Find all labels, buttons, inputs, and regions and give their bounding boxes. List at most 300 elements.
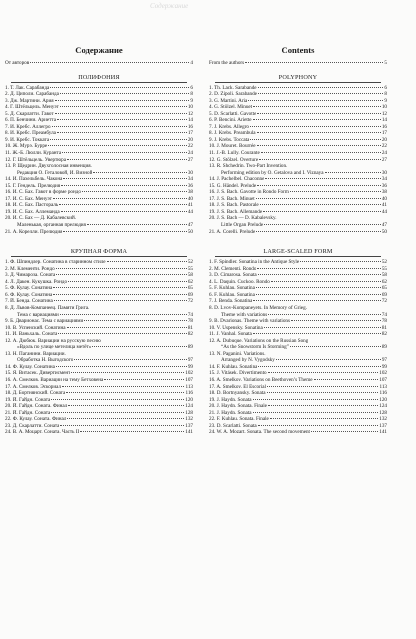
- dot-leader: [57, 119, 187, 120]
- toc-entry-title: Тема с вариациями: [17, 311, 59, 318]
- dot-leader: [253, 399, 379, 400]
- toc-entry-title: 17. А. Смелков. Эскориал: [5, 383, 62, 390]
- dot-leader: [58, 333, 186, 334]
- toc-entry-page: 6: [384, 84, 387, 91]
- dot-leader: [250, 139, 380, 140]
- toc-entry-page: 36: [187, 182, 193, 189]
- dot-leader: [257, 268, 380, 269]
- toc-entry-title: 19. Й. Гайдн. Соната: [5, 396, 51, 403]
- toc-entry-title: 17. И. С. Бах. Менуэт: [5, 195, 52, 202]
- toc-entry-page: 78: [187, 318, 193, 325]
- toc-entry-page: 113: [185, 383, 193, 390]
- dot-leader: [56, 268, 187, 269]
- toc-entry-page: 107: [379, 376, 387, 383]
- toc-entry-title: 1. F. Spindler. Sonatina in the Antique Style: [209, 259, 300, 266]
- dot-leader: [268, 372, 379, 373]
- toc-entry-page: 72: [187, 298, 193, 305]
- dot-leader: [263, 211, 381, 212]
- toc-entry-title: 11. И. Ваньхаль. Соната: [5, 331, 58, 338]
- toc-entry-page: 24: [187, 150, 193, 157]
- dot-leader: [59, 204, 187, 205]
- toc-entry-title: 16. J. S. Bach. Gavotte in Rondo Form: [209, 189, 289, 196]
- toc-entry-title: 8. И. Кребс. Преамбула: [5, 130, 56, 137]
- toc-entry-page: 116: [379, 390, 387, 397]
- toc-entry-page: 52: [381, 259, 387, 266]
- toc-entry-title: 1. Т. Лак. Сарабанда: [5, 84, 50, 91]
- dot-leader: [258, 366, 380, 367]
- dot-leader: [259, 159, 381, 160]
- dot-leader: [314, 379, 379, 380]
- dot-leader: [264, 327, 381, 328]
- toc-entry-title: 21. A. Corelli. Prelude: [209, 228, 256, 235]
- toc-entry-page: 65: [187, 285, 193, 292]
- toc-entry-page: 124: [185, 403, 193, 410]
- dot-leader: [258, 274, 381, 275]
- toc-entry-page: 16: [381, 123, 387, 130]
- toc-entry-title: 20. J. S. Bach — D. Kabalevsky.: [209, 215, 277, 222]
- dot-leader: [107, 261, 187, 262]
- toc-entry-title: 10. Ж. Мурэ. Бурре: [5, 143, 48, 150]
- toc-entry-page: 41: [381, 202, 387, 209]
- toc-entry-page: 12: [187, 110, 193, 117]
- russian-contents-column: [5, 44, 193, 436]
- toc-entry-title: 17. J. S. Bach. Minuet: [209, 195, 255, 202]
- dot-leader: [71, 372, 184, 373]
- toc-entry-title: Маленькая, органная прелюдия: [17, 222, 86, 229]
- toc-list: [5, 85, 193, 236]
- toc-entry-page: 55: [381, 265, 387, 272]
- toc-entry-title: 18. Д. Бортнянский. Соната: [5, 390, 66, 397]
- toc-entry-title: 2. M. Clementi. Rondo: [209, 265, 257, 272]
- dot-leader: [51, 412, 184, 413]
- toc-entry-page: 120: [185, 396, 193, 403]
- toc-entry-page: 24: [381, 150, 387, 157]
- toc-entry-title: 3. D. Cimarosa. Sonata: [209, 272, 257, 279]
- dot-leader: [61, 185, 187, 186]
- dot-leader: [260, 204, 381, 205]
- toc-entry-page: 132: [185, 416, 193, 423]
- dot-leader: [104, 379, 184, 380]
- toc-entry-page: 99: [187, 363, 193, 370]
- dot-leader: [84, 320, 187, 321]
- dot-leader: [245, 62, 383, 63]
- toc-entry-page: 50: [187, 228, 193, 235]
- toc-entry-page: 141: [185, 429, 193, 436]
- toc-entry-title: 7. J. Krebs. Allegro: [209, 123, 249, 130]
- toc-entry-title: 5. F. Kuhlau. Sonatina: [209, 285, 255, 292]
- toc-entry-page: 22: [381, 143, 387, 150]
- toc-entry-title: «Вдоль по улице метелица метёт»: [17, 344, 92, 351]
- toc-entry-title: 18. J. S. Bach. Pastorale: [209, 202, 259, 209]
- dot-leader: [53, 198, 187, 199]
- toc-entry-title: От авторов: [5, 60, 30, 66]
- toc-entry-title: 16. И. С. Бах. Гавот в форме рондо: [5, 189, 81, 196]
- toc-entry-title: 7. Й. Бенда. Сонатина: [5, 298, 53, 305]
- toc-entry-page: 102: [379, 370, 387, 377]
- toc-entry-page: 9: [190, 97, 193, 104]
- dot-leader: [56, 274, 187, 275]
- toc-entry-page: 55: [187, 265, 193, 272]
- toc-entry-title: 12. G. Stölzel. Overture: [209, 156, 259, 163]
- toc-entry-title: Обработка Н. Выгодского: [17, 357, 74, 364]
- toc-entry-title: 6. П. Бенчини. Ариетта: [5, 117, 56, 124]
- toc-entry-title: 10. V. Uspensky. Sonatina: [209, 324, 263, 331]
- toc-entry-page: 8: [384, 91, 387, 98]
- dot-leader: [60, 314, 187, 315]
- toc-entry-title: 8. J. Krebs. Preambula: [209, 130, 256, 137]
- toc-entry-title: 18. D. Bortnyansky. Sonata: [209, 390, 266, 397]
- toc-entry-page: 107: [185, 376, 193, 383]
- dot-leader: [53, 287, 187, 288]
- toc-entry-title: 6. Ф. Кулау. Сонатина: [5, 291, 53, 298]
- dot-leader: [67, 159, 187, 160]
- toc-entry-title: Редакция О. Геталовой, И. Визной: [17, 169, 93, 176]
- toc-entry-title: Performing edition by O. Getalova and I. Viznaya: [221, 169, 324, 176]
- toc-entry-page: 137: [185, 422, 193, 429]
- toc-list: [209, 85, 387, 236]
- toc-entry-title: 5. D. Scarlatti. Gavotte: [209, 110, 257, 117]
- toc-entry[interactable]: [5, 429, 193, 436]
- toc-entry-title: 11. Ж.-Б. Люлли. Куранта: [5, 150, 62, 157]
- toc-entry-title: 21. J. Haydn. Sonata: [209, 409, 252, 416]
- section-heading: POLYPHONY: [215, 73, 381, 83]
- toc-entry-page: 113: [379, 383, 387, 390]
- dot-leader: [256, 287, 381, 288]
- toc-entry-title: 7. И. Кребс. Аллегро: [5, 123, 51, 130]
- dot-leader: [268, 405, 378, 406]
- toc-entry-title: 6. F. Kuhlau. Sonatina: [209, 291, 255, 298]
- toc-entry-title: 14. И. Пахельбель. Чакона: [5, 176, 63, 183]
- toc-entry-page: 124: [379, 403, 387, 410]
- toc-entry-title: 2. Д. Циполи. Сарабанда: [5, 91, 59, 98]
- dot-leader: [93, 172, 187, 173]
- dot-leader: [50, 87, 189, 88]
- toc-entry-page: 72: [381, 298, 387, 305]
- dot-leader: [67, 327, 187, 328]
- toc-entry-page: 89: [187, 344, 193, 351]
- dot-leader: [257, 185, 381, 186]
- toc-entry-title: 3. G. Martini. Aria: [209, 97, 248, 104]
- toc-entry-title: 18. И. С. Бах. Пастораль: [5, 202, 59, 209]
- toc-entry-page: 44: [381, 208, 387, 215]
- toc-entry-page: 120: [379, 396, 387, 403]
- toc-entry-title: 10. В. Успенский. Сонатина: [5, 324, 66, 331]
- toc-entry-title: 8. Д. Львов-Компанеец. Памяти Грига.: [5, 304, 90, 311]
- toc-entry-title: 13. N. Paganini. Variations.: [209, 350, 266, 357]
- toc-entry-page: 14: [381, 117, 387, 124]
- toc-entry-title: 3. Д. Чимароза. Соната: [5, 272, 56, 279]
- toc-entry-page: 22: [187, 143, 193, 150]
- toc-entry-title: 24. W. A. Mozart. Sonata. The second movement: [209, 429, 310, 436]
- toc-entry-title: “As the Snowstorm Is Storming”: [221, 344, 289, 351]
- toc-entry-title: 24. В. А. Моцарт. Соната. Часть II: [5, 429, 80, 436]
- toc-entry-page: 27: [381, 156, 387, 163]
- dot-leader: [63, 231, 186, 232]
- toc-entry-title: 7. J. Benda. Sonatina: [209, 298, 253, 305]
- toc-entry-title: 2. М. Клементи. Рондо: [5, 265, 55, 272]
- dot-leader: [48, 145, 187, 146]
- toc-entry-page: 99: [381, 363, 387, 370]
- toc-entry-title: 12. A. Dubuque. Variations on the Russian Song: [209, 337, 309, 344]
- toc-entry-page: 20: [187, 136, 193, 143]
- toc-entry-page: 137: [379, 422, 387, 429]
- toc-entry-page: 58: [187, 272, 193, 279]
- toc-entry-page: 10: [187, 104, 193, 111]
- dot-leader: [67, 418, 184, 419]
- dot-leader: [55, 100, 190, 101]
- toc-entry-page: 30: [381, 169, 387, 176]
- toc-entry-title: 11. J.-B. Lully. Courante: [209, 150, 260, 157]
- toc-entry-title: 1. Th. Lack. Sarabande: [209, 84, 257, 91]
- toc-entry-page: 58: [381, 272, 387, 279]
- toc-entry-page: 128: [379, 409, 387, 416]
- toc-entry[interactable]: [209, 429, 387, 436]
- dot-leader: [57, 132, 187, 133]
- dot-leader: [256, 231, 381, 232]
- toc-entry-page: 81: [187, 324, 193, 331]
- dot-leader: [66, 392, 184, 393]
- toc-entry-title: 23. Д. Скарлатти. Соната: [5, 422, 60, 429]
- dot-leader: [253, 300, 380, 301]
- dot-leader: [256, 198, 381, 199]
- dot-leader: [268, 314, 381, 315]
- toc-entry-page: 4: [190, 60, 193, 66]
- toc-entry-title: 19. И. С. Бах. Аллеманда: [5, 208, 60, 215]
- toc-entry-title: 8. D. Lvov-Kompaneyets. In Memory of Grieg.: [209, 304, 307, 311]
- dot-leader: [258, 87, 384, 88]
- dot-leader: [61, 211, 187, 212]
- toc-entry-page: 74: [187, 311, 193, 318]
- toc-entry-page: 65: [381, 285, 387, 292]
- toc-entry-title: 1. Ф. Шпиндлер. Сонатина в старинном стиле: [5, 259, 106, 266]
- toc-entry-page: 128: [185, 409, 193, 416]
- dot-leader: [270, 418, 378, 419]
- toc-entry-title: 23. D. Scarlatti. Sonata: [209, 422, 257, 429]
- dot-leader: [325, 172, 381, 173]
- toc-entry-page: 36: [381, 182, 387, 189]
- toc-entry-title: 5. Д. Скарлатти. Гавот: [5, 110, 54, 117]
- toc-entry-page: 97: [381, 357, 387, 364]
- toc-entry-title: 21. Й. Гайдн. Соната: [5, 409, 51, 416]
- toc-entry-page: 82: [381, 331, 387, 338]
- dot-leader: [264, 224, 381, 225]
- toc-entry-page: 17: [381, 130, 387, 137]
- toc-entry-title: 20. И. С. Бах — Д. Кабалевский.: [5, 215, 76, 222]
- toc-entry-title: 19. J. S. Bach. Allemande: [209, 208, 263, 215]
- toc-entry-page: 20: [381, 136, 387, 143]
- toc-entry-title: 9. Б. Дварионас. Тема с вариациями: [5, 318, 84, 325]
- dot-leader: [60, 106, 187, 107]
- dot-leader: [53, 294, 187, 295]
- dot-leader: [54, 300, 187, 301]
- dot-leader: [257, 113, 380, 114]
- toc-entry-title: 14. F. Kuhlau. Sonatina: [209, 363, 258, 370]
- toc-entry-page: 62: [187, 278, 193, 285]
- toc-entry-title: 9. B. Dvarionas. Theme with variations: [209, 318, 290, 325]
- dot-leader: [261, 152, 381, 153]
- toc-entry-page: 81: [381, 324, 387, 331]
- toc-entry-title: 15. J. Vitásek. Divertimento: [209, 370, 267, 377]
- toc-entry-page: 89: [381, 344, 387, 351]
- dot-leader: [253, 106, 381, 107]
- dot-leader: [311, 431, 378, 432]
- dot-leader: [265, 178, 380, 179]
- toc-entry-page: 141: [379, 429, 387, 436]
- toc-entry-page: 30: [187, 169, 193, 176]
- dot-leader: [52, 126, 187, 127]
- toc-entry-page: 82: [187, 331, 193, 338]
- toc-entry-title: 15. Я. Витасек. Дивертисмент: [5, 370, 71, 377]
- dot-leader: [253, 412, 379, 413]
- dot-leader: [82, 191, 187, 192]
- section-heading: КРУПНАЯ ФОРМА: [11, 247, 187, 257]
- toc-list: [5, 259, 193, 436]
- toc-entry-page: 78: [381, 318, 387, 325]
- dot-leader: [258, 425, 379, 426]
- dot-leader: [62, 152, 187, 153]
- dot-leader: [68, 281, 187, 282]
- toc-entry-title: 22. Ф. Кулау. Соната. Финал: [5, 416, 67, 423]
- dot-leader: [267, 392, 379, 393]
- toc-entry-title: 15. G. Händel. Prelude: [209, 182, 257, 189]
- toc-entry-title: 16. A. Smelkov. Variations on Beethoven’s Theme: [209, 376, 313, 383]
- toc-entry-title: 10. J. Mouret. Bourrée: [209, 143, 256, 150]
- dot-leader: [256, 294, 381, 295]
- toc-entry-page: 69: [187, 291, 193, 298]
- english-contents-column: [209, 44, 387, 436]
- dot-leader: [253, 119, 381, 120]
- toc-entry-page: 38: [381, 189, 387, 196]
- dot-leader: [258, 93, 383, 94]
- toc-entry-title: 9. J. Krebs. Toccata: [209, 136, 250, 143]
- dot-leader: [87, 224, 187, 225]
- toc-entry-page: 50: [381, 228, 387, 235]
- toc-entry-title: 11. J. Vanhal. Sonata: [209, 331, 252, 338]
- toc-entry-title: 22. F. Kuhlau. Sonata. Finale: [209, 416, 269, 423]
- toc-entry-page: 132: [379, 416, 387, 423]
- toc-entry-page: 40: [187, 195, 193, 202]
- toc-entry-page: 34: [187, 176, 193, 183]
- toc-entry-page: 14: [187, 117, 193, 124]
- dot-leader: [55, 113, 187, 114]
- dot-leader: [300, 261, 381, 262]
- toc-entry-page: 116: [185, 390, 193, 397]
- dot-leader: [290, 346, 381, 347]
- toc-entry-title: 6. P. Bencini. Ariette: [209, 117, 252, 124]
- toc-entry-title: 4. L. Daquin. Cuckoo. Rondo: [209, 278, 270, 285]
- dot-leader: [63, 178, 186, 179]
- bleed-through-text: Содержание: [150, 2, 189, 10]
- toc-entry-title: 20. Й. Гайдн. Соната. Финал: [5, 403, 68, 410]
- toc-entry-page: 34: [381, 176, 387, 183]
- toc-entry-title: 4. G. Stölzel. Minuet: [209, 104, 253, 111]
- dot-leader: [56, 366, 187, 367]
- toc-entry-title: 19. J. Haydn. Sonata: [209, 396, 252, 403]
- toc-entry-page: 10: [381, 104, 387, 111]
- toc-entry-page: 41: [187, 202, 193, 209]
- toc-entry-title: Little Organ Prelude: [221, 222, 264, 229]
- toc-entry-page: 5: [384, 60, 387, 66]
- toc-entry-page: 47: [381, 222, 387, 229]
- toc-entry-title: 4. Л. Дакен. Кукушка. Рондо: [5, 278, 68, 285]
- dot-leader: [92, 346, 187, 347]
- dot-leader: [276, 359, 381, 360]
- toc-entry-title: 16. А. Смелков. Вариации на тему Бетховена: [5, 376, 104, 383]
- toc-entry-title: 3. Дж. Мартини. Ария: [5, 97, 54, 104]
- toc-entry-title: 12. Г. Штёльцель. Увертюра: [5, 156, 66, 163]
- toc-entry-page: 27: [187, 156, 193, 163]
- dot-leader: [74, 359, 187, 360]
- toc-entry-title: From the authors: [209, 60, 245, 66]
- dot-leader: [68, 405, 184, 406]
- section-heading: LARGE-SCALED FORM: [215, 247, 381, 257]
- dot-leader: [250, 126, 381, 127]
- dot-leader: [30, 62, 189, 63]
- toc-entry-page: 9: [384, 97, 387, 104]
- toc-entry-title: 14. J. Pachelbel. Chaconne: [209, 176, 265, 183]
- toc-entry-page: 8: [190, 91, 193, 98]
- toc-entry-page: 47: [187, 222, 193, 229]
- dot-leader: [253, 333, 381, 334]
- toc-entry-page: 97: [187, 357, 193, 364]
- toc-entry-title: 15. Г. Гендель. Прелюдия: [5, 182, 61, 189]
- toc-entry-title: 12. А. Дюбюк. Вариации на русскую песню: [5, 337, 101, 344]
- dot-leader: [290, 191, 381, 192]
- toc-entry-page: 38: [187, 189, 193, 196]
- toc-entry-page: 16: [187, 123, 193, 130]
- dot-leader: [51, 399, 184, 400]
- dot-leader: [62, 386, 184, 387]
- toc-entry-page: 17: [187, 130, 193, 137]
- toc-entry-title: Arranged by N. Vygodsky: [221, 357, 275, 364]
- toc-entry-page: 12: [381, 110, 387, 117]
- toc-entry-title: 5. Ф. Кулау. Сонатина: [5, 285, 53, 292]
- toc-entry-page: 102: [185, 370, 193, 377]
- dot-leader: [267, 386, 379, 387]
- page-title-russian: Содержание: [75, 45, 123, 55]
- toc-entry-page: 44: [187, 208, 193, 215]
- toc-entry-title: 13. Р. Щедрин. Двухголосная инвенция.: [5, 163, 92, 170]
- dot-leader: [50, 139, 187, 140]
- toc-entry-title: 2. D. Zipoli. Sarabande: [209, 91, 257, 98]
- toc-entry-title: Theme with variations: [221, 311, 268, 318]
- page-title-english: Contents: [281, 45, 315, 55]
- dot-leader: [80, 431, 184, 432]
- dot-leader: [60, 93, 189, 94]
- dot-leader: [257, 145, 381, 146]
- toc-entry-title: 9. И. Кребс. Токката: [5, 136, 50, 143]
- dot-leader: [60, 425, 184, 426]
- toc-entry-title: 4. Г. Штёльцель. Менуэт: [5, 104, 59, 111]
- toc-entry-title: 21. А. Корелли. Прелюдия: [5, 228, 63, 235]
- toc-entry-title: 14. Ф. Кулау. Сонатина: [5, 363, 55, 370]
- toc-entry-page: 6: [190, 84, 193, 91]
- toc-list: [209, 259, 387, 436]
- toc-entry-page: 40: [381, 195, 387, 202]
- toc-entry-page: 74: [381, 311, 387, 318]
- section-heading: ПОЛИФОНИЯ: [11, 73, 187, 83]
- toc-entry-title: 17. A. Smelkov. El Escorial: [209, 383, 266, 390]
- toc-entry-page: 69: [381, 291, 387, 298]
- toc-entry-page: 62: [381, 278, 387, 285]
- dot-leader: [271, 281, 381, 282]
- toc-entry-page: 52: [187, 259, 193, 266]
- toc-entry-title: 20. J. Haydn. Sonata. Finale: [209, 403, 267, 410]
- toc-entry-title: 13. R. Shchedrin. Two-Part Invention.: [209, 163, 288, 170]
- dot-leader: [291, 320, 381, 321]
- toc-entry-title: 13. Н. Паганини. Вариации.: [5, 350, 66, 357]
- dot-leader: [248, 100, 383, 101]
